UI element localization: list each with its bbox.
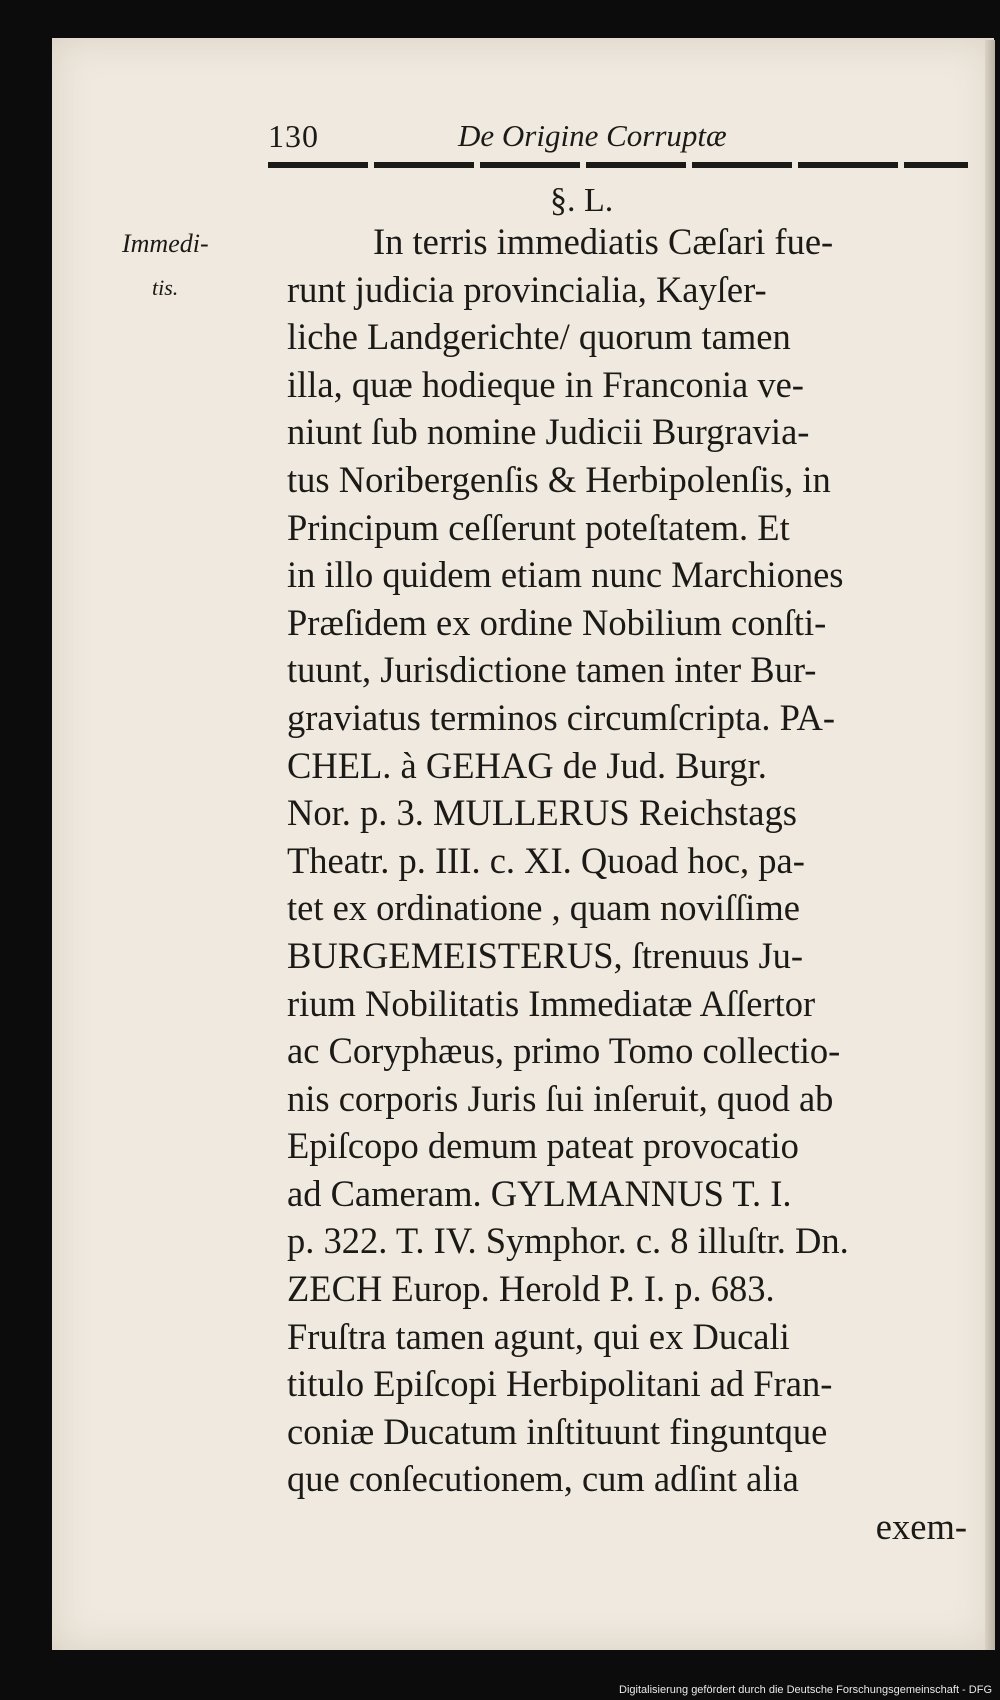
text-line: CHEL. à GEHAG de Jud. Burgr.	[287, 744, 767, 786]
header-rule	[268, 162, 968, 168]
text-line: p. 322. T. IV. Symphor. c. 8 illuſtr. Dn.	[287, 1220, 849, 1262]
text-line: Principum ceſſerunt poteſtatem. Et	[287, 506, 790, 548]
text-line: tuunt, Jurisdictione tamen inter Bur-	[287, 649, 817, 691]
page-header	[268, 118, 968, 162]
text-line: titulo Epiſcopi Herbipolitani ad Fran-	[287, 1363, 833, 1405]
text-line: niunt ſub nomine Judicii Burgravia-	[287, 411, 810, 453]
text-line: illa, quæ hodieque in Franconia ve-	[287, 363, 804, 405]
page-edge	[985, 40, 995, 1650]
text-line: in illo quidem etiam nunc Marchiones	[287, 554, 844, 596]
text-line: tus Noribergenſis & Herbipolenſis, in	[287, 458, 831, 500]
text-line: runt judicia provincialia, Kayſer-	[287, 268, 767, 310]
text-line: Fruſtra tamen agunt, qui ex Ducali	[287, 1315, 790, 1357]
page-number: 130	[268, 118, 319, 154]
text-line: tet ex ordinatione , quam noviſſime	[287, 887, 800, 929]
text-line: Præſidem ex ordine Nobilium conſti-	[287, 601, 827, 643]
section-heading: §. L.	[550, 182, 614, 219]
text-line: In terris immediatis Cæſari fue-	[373, 221, 834, 262]
text-line: coniæ Ducatum inſtituunt finguntque	[287, 1410, 828, 1452]
catchword: exem-	[875, 1506, 967, 1548]
margin-note	[122, 222, 209, 310]
running-title: De Origine Corruptæ	[458, 118, 727, 153]
text-line: BURGEMEISTERUS, ſtrenuus Ju-	[287, 934, 804, 976]
text-line: Epiſcopo demum pateat provocatio	[287, 1125, 799, 1167]
text-line: graviatus terminos circumſcripta. PA-	[287, 696, 836, 738]
text-line: que conſecutionem, cum adſint alia	[287, 1458, 799, 1500]
text-line: ad Cameram. GYLMANNUS T. I.	[287, 1172, 792, 1214]
margin-note-line: tis.	[152, 275, 179, 300]
digitization-credit: Digitalisierung gefördert durch die Deutsche Forschungsgemeinschaft - DFG	[619, 1684, 992, 1696]
text-line: rium Nobilitatis Immediatæ Aſſertor	[287, 982, 816, 1024]
text-line: ZECH Europ. Herold P. I. p. 683.	[287, 1268, 775, 1310]
text-line: ac Coryphæus, primo Tomo collectio-	[287, 1030, 841, 1072]
margin-note-line: Immedi-	[122, 229, 209, 258]
text-line: Nor. p. 3. MULLERUS Reichstags	[287, 792, 797, 834]
text-line: liche Landgerichte/ quorum tamen	[287, 316, 791, 358]
text-line: nis corporis Juris ſui inſeruit, quod ab	[287, 1077, 834, 1119]
body-text	[287, 218, 967, 1551]
text-line: Theatr. p. III. c. XI. Quoad hoc, pa-	[287, 839, 805, 881]
